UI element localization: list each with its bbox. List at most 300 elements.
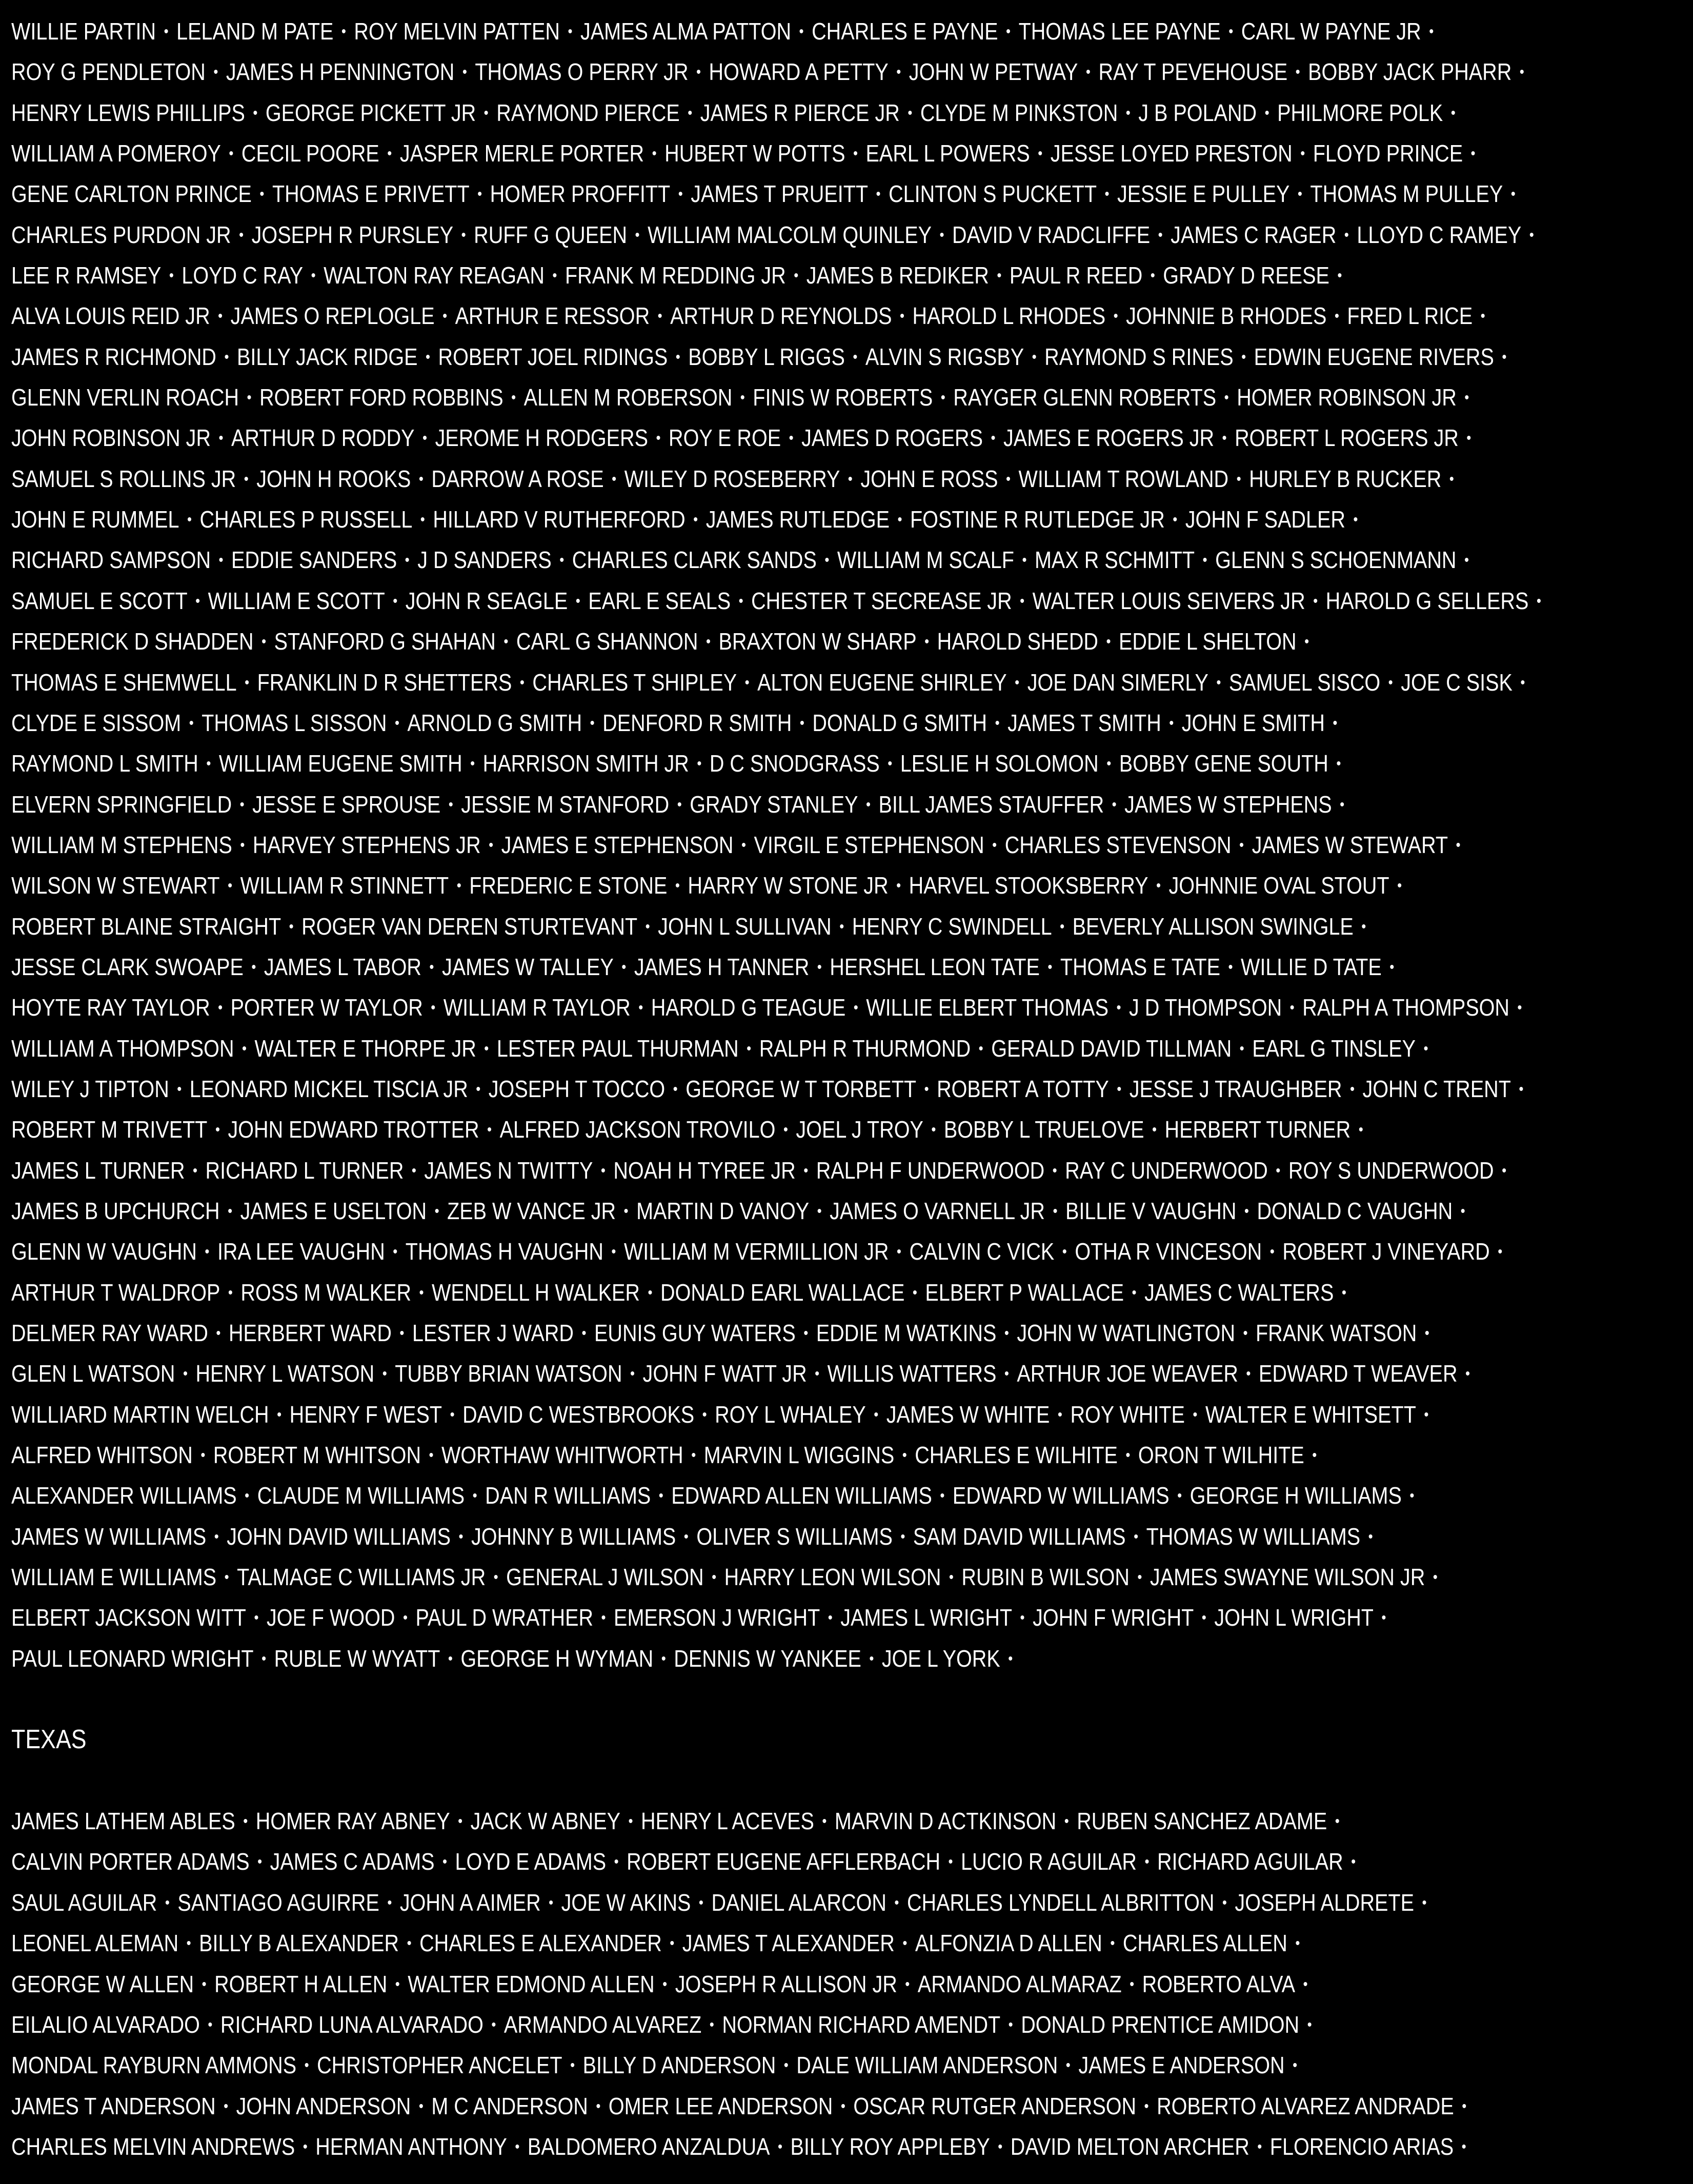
separator-dot: • — [242, 1040, 247, 1057]
separator-dot: • — [462, 64, 467, 81]
separator-dot: • — [215, 1121, 220, 1139]
soldier-name: VIRGIL E STEPHENSON — [754, 831, 984, 858]
separator-dot: • — [206, 755, 211, 773]
separator-dot: • — [1169, 714, 1174, 732]
name-row — [11, 581, 1541, 621]
separator-dot: • — [675, 877, 680, 895]
soldier-name: ROSS M WALKER — [240, 1279, 412, 1306]
separator-dot: • — [998, 2138, 1003, 2155]
soldier-name: ORON T WILHITE — [1138, 1442, 1304, 1469]
soldier-name: JOEL J TROY — [796, 1116, 923, 1143]
separator-dot: • — [1193, 1406, 1198, 1423]
soldier-name: DAVID MELTON ARCHER — [1010, 2133, 1249, 2160]
name-row — [11, 337, 1507, 377]
separator-dot: • — [611, 1243, 616, 1261]
separator-dot: • — [897, 511, 902, 529]
name-row — [11, 906, 1453, 947]
soldier-name: JAMES ALMA PATTON — [580, 18, 792, 45]
separator-dot: • — [1152, 1121, 1157, 1139]
soldier-name: BILLY JACK RIDGE — [237, 343, 418, 370]
separator-dot: • — [828, 1609, 833, 1627]
separator-dot: • — [1397, 877, 1402, 895]
separator-dot: • — [1117, 1080, 1122, 1098]
soldier-name: J D THOMPSON — [1128, 994, 1282, 1021]
separator-dot: • — [1293, 2057, 1298, 2074]
soldier-name: JOE F WOOD — [266, 1604, 395, 1631]
separator-dot: • — [1065, 2057, 1071, 2074]
separator-dot: • — [612, 470, 617, 488]
soldier-name: HERMAN ANTHONY — [315, 2133, 507, 2160]
section-spacer — [11, 1679, 1688, 1720]
separator-dot: • — [243, 1813, 248, 1830]
soldier-name: HOMER PROFFITT — [490, 180, 671, 208]
separator-dot: • — [1303, 1975, 1308, 1993]
soldier-name: WILLIAM M VERMILLION JR — [623, 1238, 889, 1265]
separator-dot: • — [570, 2057, 575, 2074]
soldier-name: JAMES N TWITTY — [424, 1157, 593, 1184]
soldier-name: WILLIAM A POMEROY — [11, 140, 221, 167]
soldier-name: SAM DAVID WILLIAMS — [913, 1523, 1126, 1550]
soldier-name: WILLIS WATTERS — [827, 1360, 997, 1387]
separator-dot: • — [1349, 1080, 1355, 1098]
soldier-name: FLOYD PRINCE — [1313, 140, 1463, 167]
separator-dot: • — [992, 836, 997, 854]
soldier-name: ROY L WHALEY — [715, 1401, 866, 1428]
separator-dot: • — [240, 836, 245, 854]
name-row — [11, 1028, 1453, 1069]
separator-dot: • — [218, 308, 223, 325]
soldier-name: RICHARD SAMPSON — [11, 547, 211, 574]
name-row — [11, 1475, 1453, 1516]
separator-dot: • — [824, 552, 830, 569]
soldier-name: ALVA LOUIS REID JR — [11, 302, 210, 330]
separator-dot: • — [341, 23, 346, 40]
separator-dot: • — [658, 1487, 663, 1505]
name-row — [11, 1516, 1453, 1557]
soldier-name: DALE WILLIAM ANDERSON — [796, 2052, 1058, 2079]
soldier-name: JOHN ANDERSON — [236, 2092, 411, 2119]
separator-dot: • — [186, 1935, 191, 1952]
separator-dot: • — [1004, 1365, 1009, 1383]
soldier-name: WILLIE ELBERT THOMAS — [866, 994, 1108, 1021]
separator-dot: • — [393, 592, 398, 610]
separator-dot: • — [1353, 511, 1358, 529]
separator-dot: • — [251, 958, 256, 976]
separator-dot: • — [1005, 470, 1011, 488]
soldier-name: RICHARD LUNA ALVARADO — [220, 2011, 483, 2038]
soldier-name: GENE CARLTON PRINCE — [11, 180, 252, 208]
separator-dot: • — [394, 714, 399, 732]
separator-dot: • — [1112, 796, 1117, 813]
soldier-name: LOYD E ADAMS — [455, 1848, 607, 1875]
soldier-name: ZEB W VANCE JR — [447, 1197, 616, 1224]
soldier-name: LESTER J WARD — [412, 1320, 574, 1346]
separator-dot: • — [1340, 796, 1345, 813]
separator-dot: • — [177, 1080, 182, 1098]
soldier-name: WILLIAM A THOMPSON — [11, 1035, 234, 1062]
soldier-name: THOMAS LEE PAYNE — [1018, 18, 1221, 45]
soldier-name: BILLY ROY APPLEBY — [790, 2133, 990, 2160]
soldier-name: HERSHEL LEON TATE — [830, 953, 1040, 980]
separator-dot: • — [652, 145, 657, 163]
separator-dot: • — [1307, 2016, 1312, 2033]
separator-dot: • — [1020, 1609, 1025, 1627]
separator-dot: • — [1106, 755, 1112, 773]
soldier-name: BALDOMERO ANZALDUA — [527, 2133, 770, 2160]
separator-dot: • — [939, 226, 944, 244]
separator-dot: • — [1409, 1487, 1415, 1505]
memorial-name-list — [11, 11, 1688, 2167]
soldier-name: JESSE E SPROUSE — [252, 791, 441, 818]
soldier-name: SAMUEL SISCO — [1228, 669, 1381, 696]
separator-dot: • — [1144, 2097, 1149, 2115]
name-row — [11, 1069, 1524, 1109]
name-row — [11, 52, 1524, 92]
separator-dot: • — [205, 1243, 210, 1261]
separator-dot: • — [259, 186, 265, 203]
separator-dot: • — [1388, 674, 1393, 691]
separator-dot: • — [239, 226, 244, 244]
separator-dot: • — [1297, 186, 1302, 203]
soldier-name: THOMAS M PULLEY — [1310, 180, 1503, 208]
name-row — [11, 1435, 1453, 1475]
soldier-name: JAMES B REDIKER — [806, 262, 989, 289]
separator-dot: • — [489, 836, 494, 854]
separator-dot: • — [614, 1853, 619, 1871]
soldier-name: JAMES E ANDERSON — [1078, 2052, 1285, 2079]
separator-dot: • — [741, 836, 747, 854]
soldier-name: ROBERT FORD ROBBINS — [259, 384, 503, 411]
soldier-name: ROBERT BLAINE STRAIGHT — [11, 913, 281, 940]
separator-dot: • — [304, 2057, 309, 2074]
separator-dot: • — [948, 1853, 953, 1871]
separator-dot: • — [1358, 1121, 1363, 1139]
separator-dot: • — [783, 2057, 789, 2074]
name-row — [11, 1801, 1453, 1842]
soldier-name: OSCAR RUTGER ANDERSON — [853, 2092, 1137, 2119]
soldier-name: EDDIE M WATKINS — [816, 1320, 997, 1346]
soldier-name: JACK W ABNEY — [470, 1808, 621, 1835]
soldier-name: ROBERT L ROGERS JR — [1235, 424, 1459, 452]
soldier-name: EMERSON J WRIGHT — [614, 1604, 820, 1631]
separator-dot: • — [648, 1284, 653, 1301]
name-row — [11, 174, 1516, 214]
separator-dot: • — [601, 1609, 606, 1627]
separator-dot: • — [702, 1406, 707, 1423]
soldier-name: EDWIN EUGENE RIVERS — [1254, 343, 1494, 370]
soldier-name: DAN R WILLIAMS — [485, 1482, 651, 1509]
name-row — [11, 459, 1453, 499]
soldier-name: CHARLES MELVIN ANDREWS — [11, 2133, 295, 2160]
soldier-name: JESSIE E PULLEY — [1117, 180, 1290, 208]
soldier-name: JOHNNIE B RHODES — [1126, 302, 1327, 330]
separator-dot: • — [1264, 104, 1269, 122]
separator-dot: • — [693, 511, 698, 529]
separator-dot: • — [1125, 1447, 1131, 1464]
separator-dot: • — [515, 2138, 520, 2155]
separator-dot: • — [1052, 1162, 1057, 1179]
soldier-name: EARL E SEALS — [588, 587, 731, 614]
separator-dot: • — [493, 1569, 498, 1586]
soldier-name: EDWARD ALLEN WILLIAMS — [671, 1482, 932, 1509]
separator-dot: • — [559, 552, 565, 569]
soldier-name: GERALD DAVID TILLMAN — [991, 1035, 1232, 1062]
soldier-name: ARNOLD G SMITH — [407, 709, 582, 736]
soldier-name: ARMANDO ALMARAZ — [917, 1970, 1122, 1997]
separator-dot: • — [1389, 958, 1395, 976]
state-heading: TEXAS — [11, 1725, 87, 1755]
soldier-name: JOSEPH R PURSLEY — [251, 221, 454, 248]
soldier-name: SANTIAGO AGUIRRE — [177, 1889, 379, 1916]
separator-dot: • — [924, 1080, 929, 1098]
separator-dot: • — [894, 1894, 899, 1911]
separator-dot: • — [908, 104, 913, 122]
soldier-name: JASPER MERLE PORTER — [399, 140, 644, 167]
soldier-name: WILEY J TIPTON — [11, 1075, 169, 1102]
separator-dot: • — [183, 1365, 188, 1383]
separator-dot: • — [405, 552, 410, 569]
soldier-name: OLIVER S WILLIAMS — [696, 1523, 893, 1550]
soldier-name: DONALD G SMITH — [812, 709, 987, 736]
separator-dot: • — [1368, 1528, 1373, 1545]
separator-dot: • — [1276, 1162, 1281, 1179]
separator-dot: • — [1465, 1365, 1470, 1383]
separator-dot: • — [902, 1935, 908, 1952]
soldier-name: JOHN E ROSS — [860, 465, 998, 492]
soldier-name: THOMAS E PRIVETT — [272, 180, 470, 208]
soldier-name: BOBBY L RIGGS — [688, 343, 845, 370]
name-row — [11, 296, 1485, 336]
separator-dot: • — [670, 1935, 675, 1952]
soldier-name: WILLIAM M SCALF — [837, 547, 1014, 574]
separator-dot: • — [1216, 674, 1221, 691]
soldier-name: ARTHUR E RESSOR — [455, 302, 650, 330]
soldier-name: CHARLES CLARK SANDS — [572, 547, 817, 574]
section-spacer — [11, 1761, 1688, 1801]
soldier-name: SAMUEL S ROLLINS JR — [11, 465, 236, 492]
soldier-name: DAVID V RADCLIFFE — [952, 221, 1151, 248]
name-row — [11, 11, 1453, 52]
soldier-name: EDDIE SANDERS — [231, 547, 397, 574]
soldier-name: EARL L POWERS — [865, 140, 1030, 167]
soldier-name: JOSEPH ALDRETE — [1235, 1889, 1414, 1916]
separator-dot: • — [442, 308, 448, 325]
soldier-name: ROBERTO ALVAREZ ANDRADE — [1157, 2092, 1454, 2119]
separator-dot: • — [228, 1202, 233, 1220]
soldier-name: RICHARD AGUILAR — [1157, 1848, 1343, 1875]
separator-dot: • — [503, 633, 509, 651]
separator-dot: • — [1132, 1284, 1137, 1301]
separator-dot: • — [940, 1487, 945, 1505]
separator-dot: • — [712, 1569, 717, 1586]
separator-dot: • — [407, 1935, 412, 1952]
soldier-name: GEORGE W ALLEN — [11, 1970, 194, 1997]
soldier-name: JAMES T PRUEITT — [691, 180, 869, 208]
separator-dot: • — [254, 1609, 259, 1627]
name-row — [11, 743, 1453, 784]
separator-dot: • — [552, 267, 557, 285]
soldier-name: WILLIAM R STINNETT — [240, 872, 449, 899]
separator-dot: • — [623, 1202, 629, 1220]
name-row — [11, 1231, 1503, 1272]
soldier-name: LEE R RAMSEY — [11, 262, 162, 289]
separator-dot: • — [1313, 592, 1318, 610]
soldier-name: BOBBY L TRUELOVE — [943, 1116, 1144, 1143]
soldier-name: ALFONZIA D ALLEN — [915, 1930, 1102, 1957]
soldier-name: JOE DAN SIMERLY — [1027, 669, 1208, 696]
separator-dot: • — [382, 1365, 387, 1383]
name-row — [11, 255, 1453, 296]
soldier-name: BOBBY GENE SOUTH — [1119, 750, 1328, 777]
separator-dot: • — [839, 918, 844, 935]
soldier-name: DAVID C WESTBROOKS — [462, 1401, 695, 1428]
name-row — [11, 2005, 1453, 2045]
separator-dot: • — [228, 1284, 233, 1301]
soldier-name: JAMES E ROGERS JR — [1003, 424, 1215, 452]
soldier-name: HARVEY STEPHENS JR — [252, 831, 481, 858]
separator-dot: • — [1344, 226, 1349, 244]
soldier-name: HENRY L ACEVES — [641, 1808, 814, 1835]
soldier-name: DELMER RAY WARD — [11, 1320, 208, 1346]
soldier-name: BOBBY JACK PHARR — [1308, 58, 1512, 86]
name-row — [11, 1964, 1453, 2005]
soldier-name: ELBERT JACKSON WITT — [11, 1604, 246, 1631]
separator-dot: • — [208, 2016, 213, 2033]
soldier-name: EDDIE L SHELTON — [1118, 628, 1297, 655]
soldier-name: WALTER LOUIS SEIVERS JR — [1032, 587, 1305, 614]
soldier-name: EUNIS GUY WATERS — [594, 1320, 796, 1346]
separator-dot: • — [239, 796, 245, 813]
soldier-name: JEROME H RODGERS — [435, 424, 649, 452]
separator-dot: • — [678, 186, 683, 203]
separator-dot: • — [1536, 592, 1541, 610]
soldier-name: JESSIE M STANFORD — [461, 791, 670, 818]
separator-dot: • — [630, 1365, 635, 1383]
soldier-name: WILLIE D TATE — [1241, 953, 1382, 980]
separator-dot: • — [418, 470, 424, 488]
name-row — [11, 2045, 1453, 2086]
soldier-name: EDWARD W WILLIAMS — [952, 1482, 1170, 1509]
name-row — [11, 540, 1469, 580]
soldier-name: ALTON EUGENE SHIRLEY — [757, 669, 1007, 696]
soldier-name: GEORGE H WILLIAMS — [1190, 1482, 1402, 1509]
separator-dot: • — [476, 1080, 481, 1098]
soldier-name: JAMES R PIERCE JR — [700, 99, 900, 126]
soldier-name: GRADY D REESE — [1163, 262, 1329, 289]
soldier-name: ARTHUR D RODDY — [231, 424, 415, 452]
separator-dot: • — [1502, 1162, 1507, 1179]
separator-dot: • — [1341, 1284, 1346, 1301]
separator-dot: • — [483, 104, 489, 122]
soldier-name: JOHN A AIMER — [399, 1889, 541, 1916]
soldier-name: CALVIN PORTER ADAMS — [11, 1848, 250, 1875]
separator-dot: • — [817, 958, 822, 976]
soldier-name: JOHN W WATLINGTON — [1017, 1320, 1236, 1346]
separator-dot: • — [1456, 836, 1461, 854]
soldier-name: RAYGER GLENN ROBERTS — [953, 384, 1217, 411]
soldier-name: DONALD PRENTICE AMIDON — [1021, 2011, 1300, 2038]
soldier-name: DENNIS W YANKEE — [674, 1645, 861, 1672]
soldier-name: CHARLES P RUSSELL — [199, 506, 413, 533]
soldier-name: WILLIAM T ROWLAND — [1018, 465, 1229, 492]
separator-dot: • — [429, 958, 434, 976]
separator-dot: • — [1480, 308, 1485, 325]
separator-dot: • — [218, 430, 224, 447]
soldier-name: HARRY LEON WILSON — [724, 1564, 941, 1591]
soldier-name: MAX R SCHMITT — [1034, 547, 1195, 574]
separator-dot: • — [1144, 1853, 1150, 1871]
separator-dot: • — [1015, 674, 1020, 691]
separator-dot: • — [1158, 226, 1163, 244]
soldier-name: CHARLES E ALEXANDER — [419, 1930, 662, 1957]
separator-dot: • — [224, 1569, 229, 1586]
separator-dot: • — [581, 1325, 587, 1342]
soldier-name: JAMES R RICHMOND — [11, 343, 217, 370]
separator-dot: • — [896, 64, 901, 81]
soldier-name: FRANK M REDDING JR — [565, 262, 786, 289]
separator-dot: • — [442, 1853, 448, 1871]
name-row — [11, 133, 1476, 174]
soldier-name: TUBBY BRIAN WATSON — [395, 1360, 622, 1387]
separator-dot: • — [778, 2138, 783, 2155]
soldier-name: GLENN S SCHOENMANN — [1215, 547, 1457, 574]
separator-dot: • — [1008, 1650, 1013, 1667]
soldier-name: JAMES W TALLEY — [441, 953, 614, 980]
name-row — [11, 2086, 1467, 2127]
soldier-name: PAUL LEONARD WRIGHT — [11, 1645, 254, 1672]
soldier-name: LESLIE H SOLOMON — [900, 750, 1099, 777]
separator-dot: • — [1062, 1243, 1067, 1261]
soldier-name: JAMES W STEPHENS — [1124, 791, 1332, 818]
separator-dot: • — [657, 308, 662, 325]
soldier-name: CALVIN C VICK — [909, 1238, 1055, 1265]
separator-dot: • — [866, 796, 871, 813]
separator-dot: • — [1381, 1609, 1386, 1627]
separator-dot: • — [1300, 145, 1305, 163]
separator-dot: • — [461, 226, 466, 244]
soldier-name: OTHA R VINCESON — [1075, 1238, 1262, 1265]
name-row — [11, 499, 1453, 540]
soldier-name: ALLEN M ROBERSON — [523, 384, 733, 411]
separator-dot: • — [487, 1121, 492, 1139]
separator-dot: • — [840, 2097, 845, 2115]
soldier-name: JAMES L TABOR — [264, 953, 421, 980]
separator-dot: • — [853, 145, 858, 163]
soldier-name: JOHN L WRIGHT — [1214, 1604, 1374, 1631]
soldier-name: J D SANDERS — [417, 547, 552, 574]
soldier-name: RAYMOND S RINES — [1044, 343, 1234, 370]
separator-dot: • — [1113, 308, 1118, 325]
separator-dot: • — [747, 1040, 752, 1057]
name-row — [11, 1597, 1453, 1638]
separator-dot: • — [519, 674, 525, 691]
soldier-name: ARTHUR D REYNOLDS — [670, 302, 892, 330]
soldier-name: JOE C SISK — [1401, 669, 1513, 696]
soldier-name: RAY C UNDERWOOD — [1065, 1157, 1268, 1184]
soldier-name: JOHN ROBINSON JR — [11, 424, 211, 452]
soldier-name: JAMES E USELTON — [240, 1197, 427, 1224]
separator-dot: • — [1295, 1935, 1300, 1952]
separator-dot: • — [422, 430, 428, 447]
soldier-name: WALTON RAY REAGAN — [324, 262, 545, 289]
separator-dot: • — [1228, 958, 1233, 976]
separator-dot: • — [803, 1325, 809, 1342]
separator-dot: • — [1106, 633, 1111, 651]
soldier-name: CARL W PAYNE JR — [1241, 18, 1421, 45]
soldier-name: JAMES W WHITE — [886, 1401, 1050, 1428]
soldier-name: RUBLE W WYATT — [274, 1645, 440, 1672]
separator-dot: • — [661, 1650, 666, 1667]
